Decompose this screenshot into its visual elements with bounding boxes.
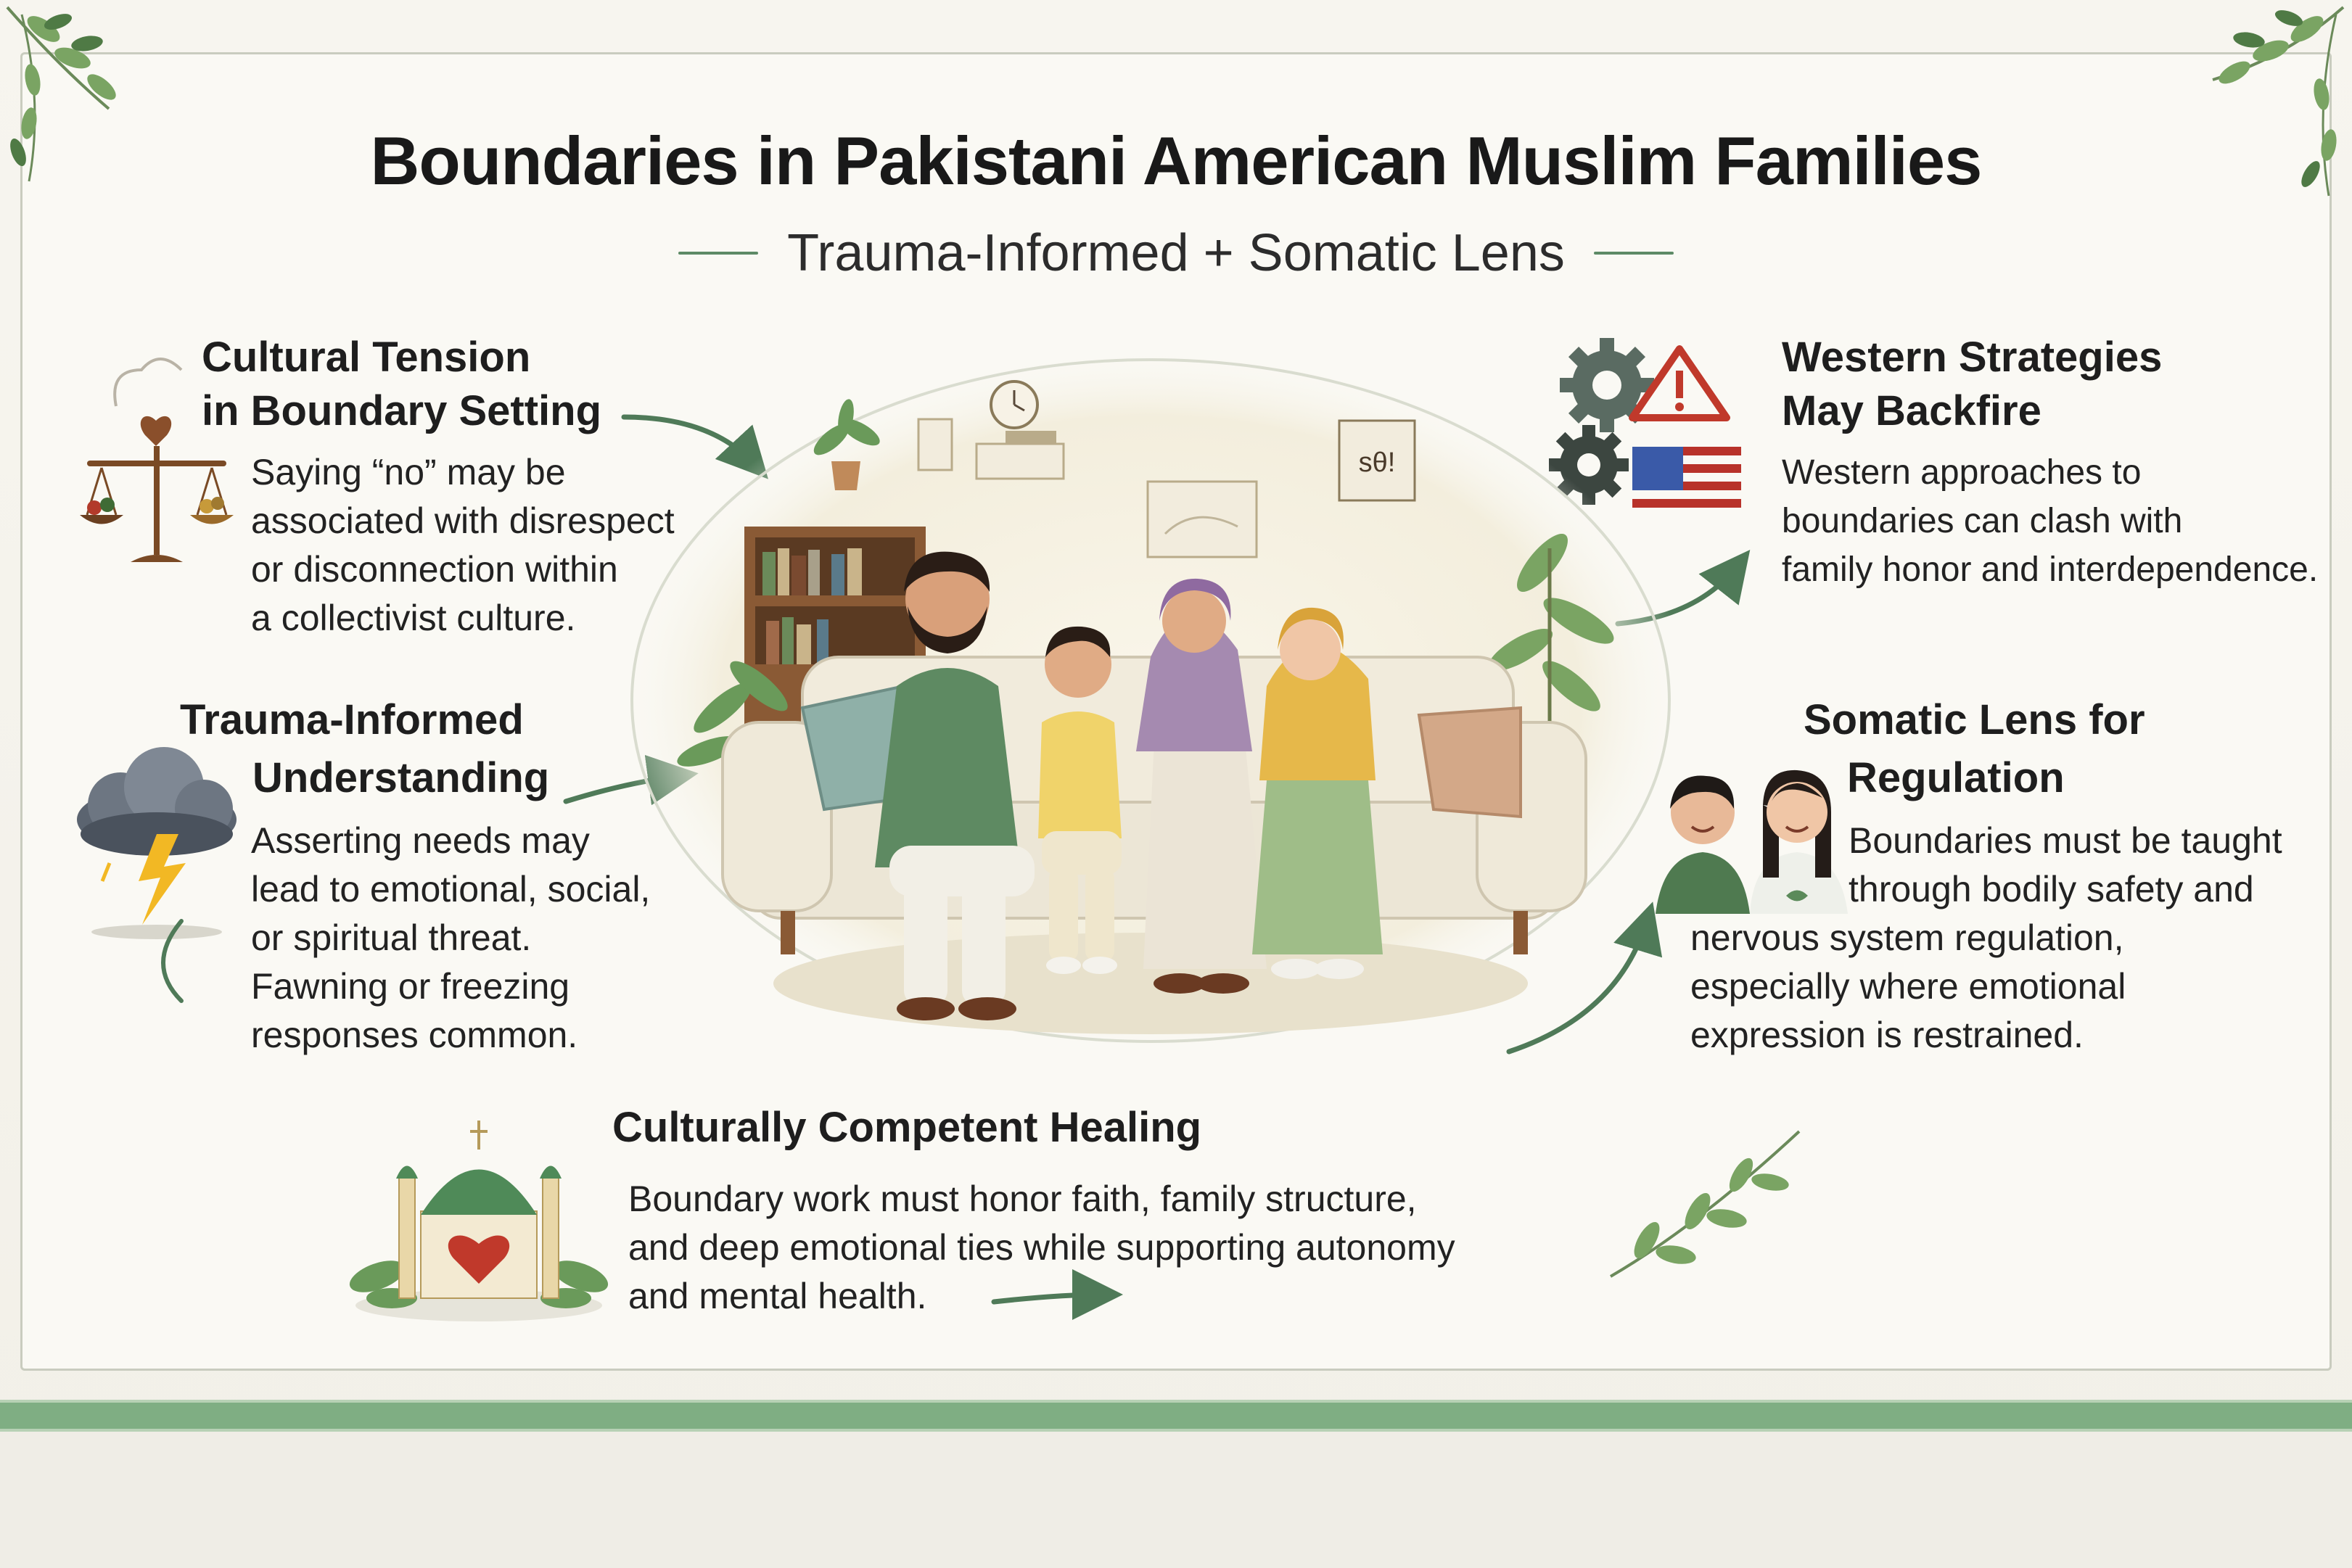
body-line: or disconnection within xyxy=(251,549,618,590)
body-line: through bodily safety and xyxy=(1849,869,2254,909)
heading-line: Cultural Tension xyxy=(202,334,531,381)
body-line: Asserting needs may xyxy=(251,820,590,861)
heading-line: Understanding xyxy=(252,754,550,801)
heading-line: Somatic Lens for xyxy=(1804,696,2145,743)
heading-line: Trauma-Informed xyxy=(180,696,524,743)
body-line: a collectivist culture. xyxy=(251,598,576,638)
heading-line: May Backfire xyxy=(1782,387,2041,434)
body-line: Boundaries must be taught xyxy=(1849,820,2282,861)
body-line: family honor and interdependence. xyxy=(1782,550,2319,589)
body-line: lead to emotional, social, xyxy=(251,869,651,909)
body-line: boundaries can clash with xyxy=(1782,502,2183,540)
heading-line: Western Strategies xyxy=(1782,334,2163,381)
wall-sign-text: sθ! xyxy=(1358,447,1396,478)
body-line: Western approaches to xyxy=(1782,453,2142,492)
body-line: Boundary work must honor faith, family structure, xyxy=(628,1179,1417,1219)
family-scene-illustration xyxy=(614,345,1687,1056)
page-title: Boundaries in Pakistani American Muslim Families xyxy=(370,123,1982,199)
body-line: and deep emotional ties while supporting autonomy xyxy=(628,1227,1455,1268)
arrow-healing xyxy=(994,1295,1103,1302)
body-line: nervous system regulation, xyxy=(1690,917,2124,958)
body-line: Saying “no” may be xyxy=(251,452,566,492)
body-line: expression is restrained. xyxy=(1690,1015,2084,1055)
page-subtitle: Trauma-Informed + Somatic Lens xyxy=(787,224,1565,282)
arrow-trauma-loop xyxy=(163,921,181,1001)
body-line: associated with disrespect xyxy=(251,500,675,541)
body-line: especially where emotional xyxy=(1690,966,2126,1007)
body-line: Fawning or freezing xyxy=(251,966,570,1007)
body-line: responses common. xyxy=(251,1015,578,1055)
wall-clock-icon xyxy=(991,381,1037,428)
heading-line: Regulation xyxy=(1847,754,2065,801)
body-line: or spiritual threat. xyxy=(251,917,532,958)
heading-line: in Boundary Setting xyxy=(202,387,601,434)
body-line: and mental health. xyxy=(628,1276,927,1316)
section-heading-competent-healing: Culturally Competent Healing xyxy=(612,1104,1202,1151)
